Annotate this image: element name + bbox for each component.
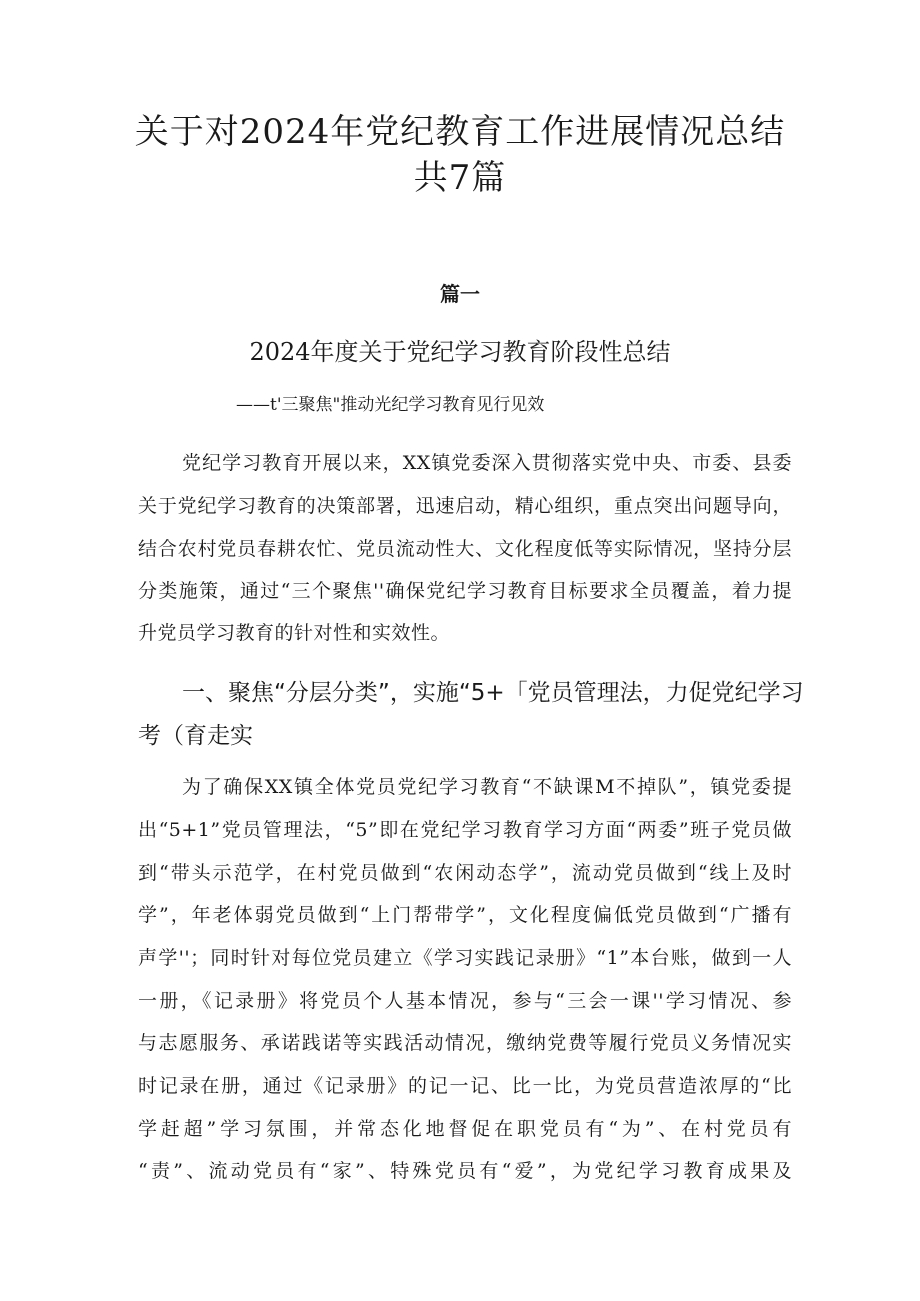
body-line: 到“带头示范学，在村党员做到“农闲动态学”，流动党员做到“线上及时 xyxy=(138,862,792,884)
article-subtitle: 2024年度关于党纪学习教育阶段性总结 xyxy=(249,338,671,366)
body-line: 一册，《记录册》将党员个人基本情况，参与“三会一课''学习情况、参 xyxy=(138,990,792,1012)
intro-line: 分类施策，通过“三个聚焦''确保党纪学习教育目标要求全员覆盖，着力提 xyxy=(138,580,792,602)
document-title-line-2: 共7篇 xyxy=(413,158,507,198)
intro-line: 党纪学习教育开展以来，XX镇党委深入贯彻落实党中央、市委、县委 xyxy=(182,452,792,474)
body-line: 声学''；同时针对每位党员建立《学习实践记录册》“1”本台账，做到一人 xyxy=(138,947,792,969)
body-line: “责”、流动党员有“家”、特殊党员有“爱”，为党纪学习教育成果及 xyxy=(138,1160,792,1182)
document-title-line-1: 关于对2024年党纪教育工作进展情况总结 xyxy=(134,112,786,152)
intro-line: 关于党纪学习教育的决策部署，迅速启动，精心组织，重点突出问题导向， xyxy=(138,495,792,517)
body-line: 与志愿服务、承诺践诺等实践活动情况，缴纳党费等履行党员义务情况实 xyxy=(138,1032,792,1054)
intro-line: 结合农村党员春耕农忙、党员流动性大、文化程度低等实际情况，坚持分层 xyxy=(138,538,792,560)
body-line: 学”，年老体弱党员做到“上门帮带学”，文化程度偏低党员做到“广播有 xyxy=(138,904,792,926)
body-line: 出“5+1”党员管理法，“5”即在党纪学习教育学习方面“两委”班子党员做 xyxy=(138,819,792,841)
body-line: 为了确保XX镇全体党员党纪学习教育“不缺课M不掉队”，镇党委提 xyxy=(182,776,792,798)
body-line: 时记录在册，通过《记录册》的记一记、比一比，为党员营造浓厚的“比 xyxy=(138,1075,792,1097)
section-label: 篇一 xyxy=(440,282,480,306)
body-line: 学赶超”学习氛围，并常态化地督促在职党员有“为”、在村党员有 xyxy=(138,1118,792,1140)
section-heading-line: 考（育走实 xyxy=(138,723,253,749)
article-tagline: ——t'三聚焦"推动光纪学习教育见行见效 xyxy=(236,395,545,415)
section-heading-line: 一、聚焦“分层分类”，实施“5+「党员管理法，力促党纪学习 xyxy=(182,680,804,706)
intro-line: 升党员学习教育的针对性和实效性。 xyxy=(138,622,451,644)
